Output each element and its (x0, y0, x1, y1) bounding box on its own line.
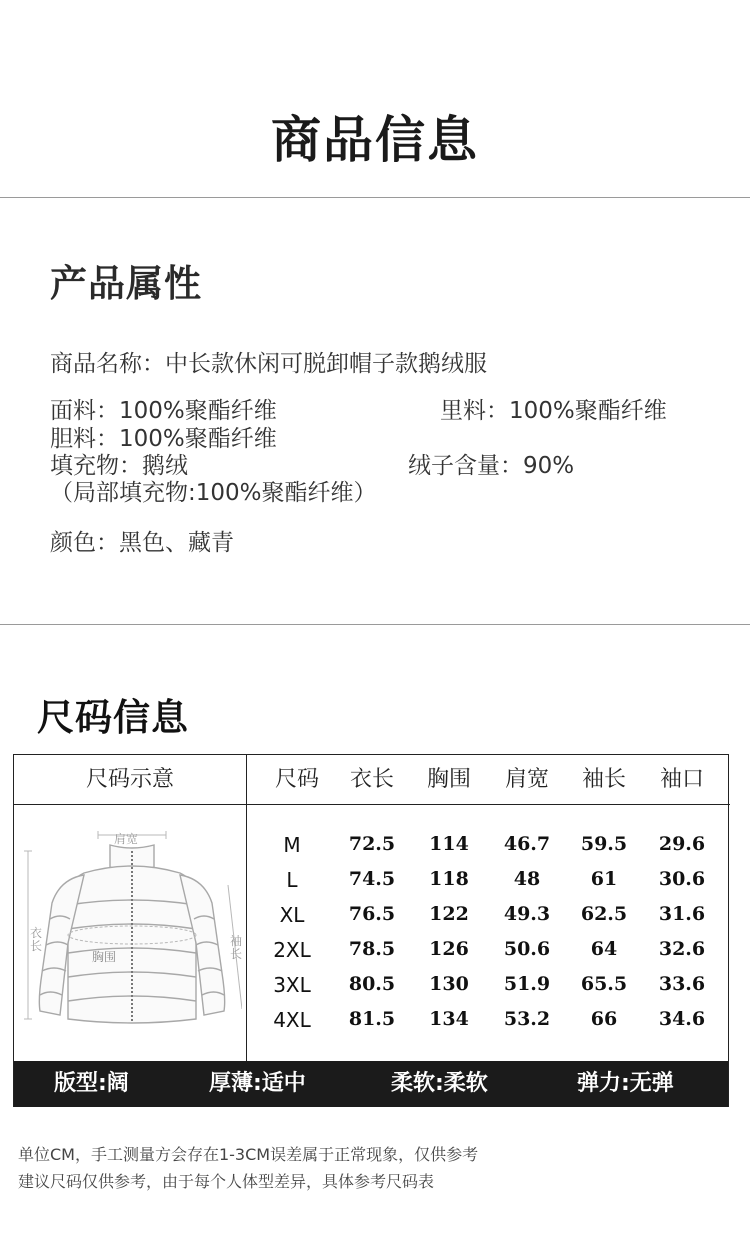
table-cell: 31.6 (658, 903, 706, 925)
note-measurement: 单位CM，手工测量方会存在1-3CM误差属于正常现象，仅供参考 (18, 1145, 479, 1164)
table-cell: 49.3 (503, 903, 551, 925)
filling: 填充物：鹅绒 (50, 453, 188, 479)
color-options: 颜色：黑色、藏青 (50, 530, 234, 556)
size-diagram-header: 尺码示意 (85, 767, 174, 792)
table-cell: 53.2 (503, 1008, 551, 1030)
table-cell: 51.9 (503, 973, 551, 995)
column-header-shoulder: 肩宽 (504, 767, 549, 792)
length-label: 衣长 (30, 926, 43, 953)
table-cell: 2XL (273, 938, 311, 962)
table-cell: 48 (513, 868, 541, 890)
table-divider (14, 804, 730, 805)
table-cell: 3XL (273, 973, 311, 997)
table-cell: 46.7 (503, 833, 551, 855)
table-cell: 33.6 (658, 973, 706, 995)
table-cell: 122 (429, 903, 469, 925)
down-content: 绒子含量：90% (408, 453, 575, 479)
jacket-diagram (20, 823, 242, 1033)
column-header-length: 衣长 (349, 767, 394, 792)
table-divider (246, 755, 247, 1061)
column-header-cuff: 袖口 (659, 767, 704, 792)
column-header-size: 尺码 (274, 767, 319, 792)
divider (0, 624, 750, 625)
size-table (13, 754, 729, 1107)
table-cell: 78.5 (348, 938, 396, 960)
liner: 胆料：100%聚酯纤维 (50, 426, 277, 452)
table-cell: 59.5 (580, 833, 628, 855)
table-cell: 66 (590, 1008, 618, 1030)
table-cell: 29.6 (658, 833, 706, 855)
table-cell: XL (279, 903, 305, 927)
table-cell: 64 (590, 938, 618, 960)
table-cell: 62.5 (580, 903, 628, 925)
note-size-advice: 建议尺码仅供参考，由于每个人体型差异，具体参考尺码表 (18, 1172, 435, 1191)
feature-bar (14, 1061, 728, 1107)
table-cell: 74.5 (348, 868, 396, 890)
table-cell: 126 (429, 938, 469, 960)
table-cell: 30.6 (658, 868, 706, 890)
table-cell: 134 (429, 1008, 469, 1030)
table-cell: 76.5 (348, 903, 396, 925)
column-header-sleeve: 袖长 (581, 767, 626, 792)
lining: 里料：100%聚酯纤维 (440, 398, 667, 424)
table-cell: 72.5 (348, 833, 396, 855)
table-cell: 50.6 (503, 938, 551, 960)
table-cell: 61 (590, 868, 618, 890)
feature-thickness: 厚薄:适中 (209, 1071, 306, 1096)
chest-label: 胸围 (92, 950, 117, 964)
shoulder-label: 肩宽 (114, 832, 139, 846)
table-cell: 32.6 (658, 938, 706, 960)
table-cell: 34.6 (658, 1008, 706, 1030)
sleeve-label: 袖长 (230, 934, 243, 961)
column-header-chest: 胸围 (426, 767, 471, 792)
table-cell: 130 (429, 973, 469, 995)
divider (0, 197, 750, 198)
partial-filling: （局部填充物:100%聚酯纤维） (50, 480, 377, 506)
feature-softness: 柔软:柔软 (391, 1071, 488, 1096)
fabric: 面料：100%聚酯纤维 (50, 398, 277, 424)
table-cell: 80.5 (348, 973, 396, 995)
size-heading: 尺码信息 (37, 696, 189, 739)
table-cell: 118 (429, 868, 469, 890)
feature-elasticity: 弹力:无弹 (577, 1071, 674, 1096)
table-cell: 81.5 (348, 1008, 396, 1030)
page-title: 商品信息 (271, 111, 479, 169)
product-name: 商品名称：中长款休闲可脱卸帽子款鹅绒服 (50, 351, 487, 377)
table-cell: L (286, 868, 298, 892)
table-cell: 114 (429, 833, 469, 855)
attributes-heading: 产品属性 (50, 262, 202, 305)
table-cell: M (283, 833, 301, 857)
feature-fit: 版型:阔 (54, 1071, 129, 1096)
table-cell: 65.5 (580, 973, 628, 995)
table-cell: 4XL (273, 1008, 311, 1032)
